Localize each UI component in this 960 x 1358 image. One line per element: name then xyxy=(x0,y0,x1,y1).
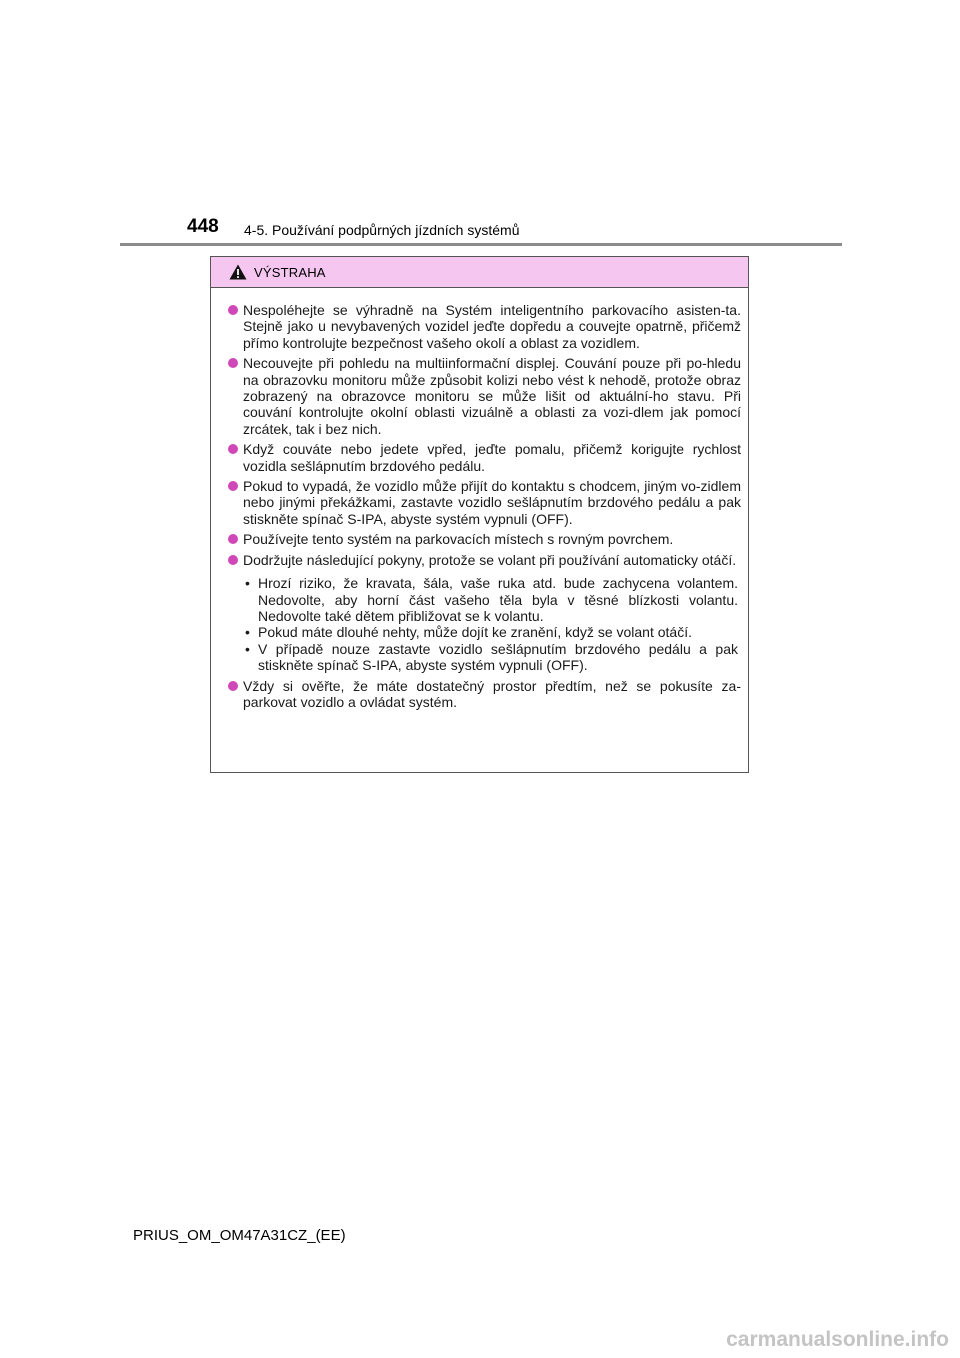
bullet-dot-icon xyxy=(228,444,238,454)
warning-item xyxy=(228,678,741,711)
sub-item-text: Hrozí riziko, že kravata, šála, vaše ruka atd. bude zachycena volantem. Nedovolte, aby horní část vašeho těla byla v těsné blízkosti volantu. Nedovolte také dětem přibližovat se k volantu. xyxy=(258,575,738,624)
sub-item-text: Pokud máte dlouhé nehty, může dojít ke zranění, když se volant otáčí. xyxy=(258,624,692,641)
bullet-dot-icon xyxy=(228,534,238,544)
bullet-dot-icon xyxy=(228,305,238,315)
sub-list-item xyxy=(243,575,738,624)
warning-item xyxy=(228,441,741,474)
warning-item-text: Vždy si ověřte, že máte dostatečný prostor předtím, než se pokusíte za-parkovat vozidlo a ovládat systém. xyxy=(243,677,741,710)
warning-title: VÝSTRAHA xyxy=(254,265,326,280)
warning-item-text: Nespoléhejte se výhradně na Systém inteligentního parkovacího asisten-ta. Stejně jako u nevybavených vozidel jeďte dopředu a couvejte opatrně, přičemž přímo kontrolujte bezpečnost vašeho okolí a oblast za vozidlem. xyxy=(243,302,741,351)
bullet-dot-icon xyxy=(228,481,238,491)
warning-item xyxy=(228,302,741,351)
header-divider xyxy=(120,243,842,246)
document-code: PRIUS_OM_OM47A31CZ_(EE) xyxy=(133,1227,346,1244)
warning-header xyxy=(211,257,748,288)
warning-item xyxy=(228,552,741,674)
warning-box xyxy=(210,256,749,773)
page-number: 448 xyxy=(187,216,219,237)
sub-list-item xyxy=(243,641,738,674)
warning-item-text: Dodržujte následující pokyny, protože se volant při používání automaticky otáčí. xyxy=(243,551,737,568)
warning-item xyxy=(228,478,741,527)
sub-bullet-marker: • xyxy=(245,640,250,657)
watermark: carmanualsonline.info xyxy=(726,1328,949,1351)
bullet-dot-icon xyxy=(228,681,238,691)
warning-list xyxy=(211,288,748,710)
warning-item xyxy=(228,355,741,437)
bullet-dot-icon xyxy=(228,358,238,368)
sub-item-text: V případě nouze zastavte vozidlo sešlápnutím brzdového pedálu a pak stiskněte spínač S-IPA, abyste systém vypnuli (OFF). xyxy=(258,640,738,674)
section-title: 4-5. Používání podpůrných jízdních systémů xyxy=(244,222,520,238)
warning-item-text: Používejte tento systém na parkovacích místech s rovným povrchem. xyxy=(243,531,674,548)
warning-item-text: Když couváte nebo jedete vpřed, jeďte pomalu, přičemž korigujte rychlost vozidla sešlápnutím brzdového pedálu. xyxy=(243,441,741,474)
sub-list xyxy=(243,575,741,673)
warning-item xyxy=(228,531,741,547)
warning-triangle-icon xyxy=(229,264,247,280)
bullet-dot-icon xyxy=(228,555,238,565)
warning-item-text: Pokud to vypadá, že vozidlo může přijít do kontaktu s chodcem, jiným vo-zidlem nebo jinými překážkami, zastavte vozidlo sešlápnutím brzdového pedálu a pak stiskněte spínač S-IPA, abyste systém vypnuli (OFF). xyxy=(243,478,741,527)
sub-bullet-marker: • xyxy=(245,575,250,592)
sub-bullet-marker: • xyxy=(245,624,250,641)
sub-list-item xyxy=(243,624,738,640)
warning-item-text: Necouvejte při pohledu na multiinformační displej. Couvání pouze při po-hledu na obrazovku monitoru může způsobit kolizi nebo vést k nehodě, protože obraz zobrazený na obrazovce monitoru se může lišit od aktuální-ho stavu. Při couvání kontrolujte okolní oblasti vizuálně a oblasti za vozi-dlem jak pomocí zrcátek, tak i bez nich. xyxy=(243,355,741,437)
